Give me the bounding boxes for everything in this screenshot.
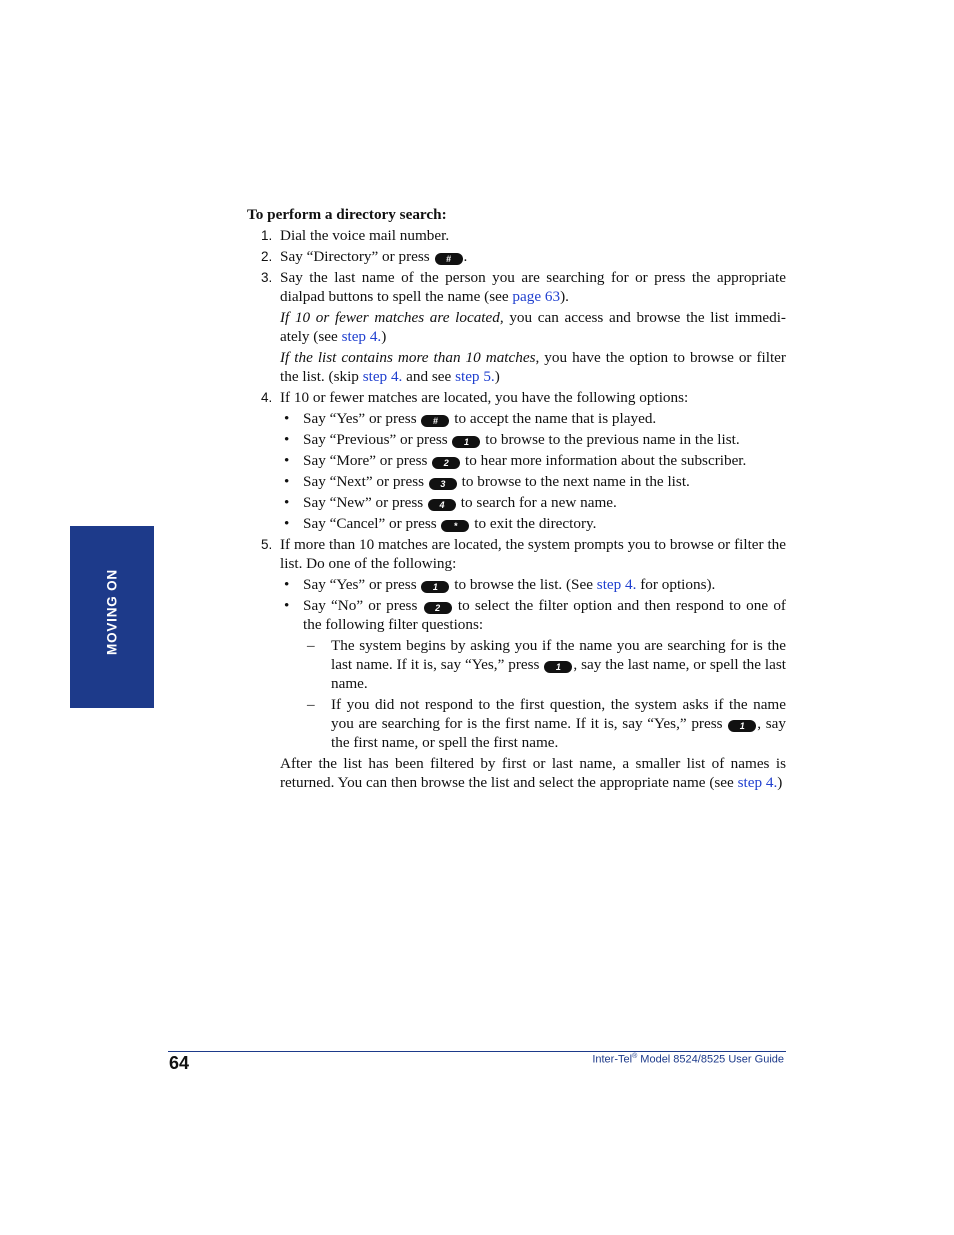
pound-key-icon: # xyxy=(421,415,449,427)
page-63-link[interactable]: page 63 xyxy=(512,288,561,305)
step-3 xyxy=(247,268,786,386)
emphasis-text: If the list contains more than 10 matches xyxy=(280,349,536,366)
list-item xyxy=(280,430,786,449)
text-run: to browse to the previous name in the list. xyxy=(485,431,740,448)
list-item xyxy=(280,596,786,752)
step-text: If 10 or fewer matches are located, you have the following options: xyxy=(280,389,689,406)
text-run: ) xyxy=(494,368,500,385)
text-run: Say the last name of the person you are searching for or press the appropriate dialpad buttons to spell the name (see xyxy=(280,269,786,305)
step-2 xyxy=(247,247,786,266)
step-text: If more than 10 matches are located, the system prompts you to browse or filter the list. Do one of the following: xyxy=(280,536,786,572)
step-5 xyxy=(247,535,786,792)
step-3-paragraph-3 xyxy=(280,348,786,386)
text-run: Say “More” or press xyxy=(303,452,428,469)
step-text: Dial the voice mail number. xyxy=(280,227,450,244)
section-side-tab-label: MOVING ON xyxy=(104,569,120,655)
pound-key-icon: # xyxy=(435,253,463,265)
step-number: 1. xyxy=(261,228,273,243)
step-4-link[interactable]: step 4. xyxy=(362,368,403,385)
text-run: and see xyxy=(402,368,456,385)
step-1 xyxy=(247,226,786,245)
registered-mark: ® xyxy=(632,1053,638,1060)
step-number: 4. xyxy=(261,390,273,405)
bullet-icon: • xyxy=(284,597,290,614)
guide-name: Model 8524/8525 User Guide xyxy=(637,1053,784,1066)
text-run: , you have the option to browse or filter the list. (skip xyxy=(280,349,786,385)
key-4-icon: 4 xyxy=(428,499,456,511)
sub-list-item xyxy=(303,636,786,693)
step-5-link[interactable]: step 5. xyxy=(455,368,495,385)
text-run: to search for a new name. xyxy=(460,494,617,511)
step-3-paragraph-2 xyxy=(280,308,786,346)
step-4-link[interactable]: step 4. xyxy=(341,328,382,345)
text-run: to exit the directory. xyxy=(474,515,597,532)
step-number: 5. xyxy=(261,537,273,552)
text-run: , you can access and browse the list immedi-ately (see xyxy=(280,309,786,345)
list-item xyxy=(280,514,786,533)
text-run: , say the last name, or spell the last name. xyxy=(331,656,787,692)
step-text: Say “Directory” or press xyxy=(280,248,430,265)
key-2-icon: 2 xyxy=(424,602,452,614)
list-item xyxy=(280,409,786,428)
guide-title xyxy=(592,1053,784,1066)
step-4 xyxy=(247,388,786,533)
key-1-icon: 1 xyxy=(421,581,449,593)
text-run: ) xyxy=(381,328,387,345)
bullet-icon: • xyxy=(284,410,290,427)
footer-rule xyxy=(168,1051,786,1052)
procedure-heading: To perform a directory search: xyxy=(247,206,447,223)
text-run: ) xyxy=(777,774,783,791)
dash-icon: – xyxy=(307,696,315,713)
text-run: , say the first name, or spell the first name. xyxy=(331,715,787,751)
bullet-icon: • xyxy=(284,494,290,511)
text-run: Say “Yes” or press xyxy=(303,576,417,593)
key-1-icon: 1 xyxy=(544,661,572,673)
star-key-icon: * xyxy=(441,520,469,532)
text-run: to browse to the next name in the list. xyxy=(461,473,690,490)
text-run: Say “Previous” or press xyxy=(303,431,448,448)
text-run: to accept the name that is played. xyxy=(454,410,657,427)
bullet-icon: • xyxy=(284,473,290,490)
bullet-icon: • xyxy=(284,576,290,593)
bullet-icon: • xyxy=(284,515,290,532)
text-run: After the list has been filtered by first or last name, a smaller list of names is returned. You can then browse the list and select the appropriate name (see xyxy=(280,755,786,791)
text-run: The system begins by asking you if the name you are searching for is the last name. If it is, say “Yes,” press xyxy=(331,637,786,673)
option-list xyxy=(280,409,786,533)
text-run: Say “No” or press xyxy=(303,597,418,614)
list-item xyxy=(280,451,786,470)
key-1-icon: 1 xyxy=(452,436,480,448)
dash-icon: – xyxy=(307,637,315,654)
text-run: to hear more information about the subscriber. xyxy=(465,452,747,469)
text-run: to select the filter option and then respond to one of the following filter questions: xyxy=(303,597,786,633)
list-item xyxy=(280,493,786,512)
list-item xyxy=(280,472,786,491)
step-4-link[interactable]: step 4. xyxy=(596,576,637,593)
text-run: Say “Next” or press xyxy=(303,473,425,490)
key-1-icon: 1 xyxy=(728,720,756,732)
text-run: Say “Cancel” or press xyxy=(303,515,437,532)
text-run: Say “New” or press xyxy=(303,494,424,511)
text-run: for options). xyxy=(636,576,716,593)
key-2-icon: 2 xyxy=(432,457,460,469)
step-number: 3. xyxy=(261,270,273,285)
list-item xyxy=(280,575,786,594)
option-list xyxy=(280,575,786,752)
page-content xyxy=(247,205,786,792)
bullet-icon: • xyxy=(284,452,290,469)
text-run: Say “Yes” or press xyxy=(303,410,417,427)
bullet-icon: • xyxy=(284,431,290,448)
step-3-paragraph-1 xyxy=(280,268,786,306)
sub-list-item xyxy=(303,695,786,752)
text-run: to browse the list. (See xyxy=(454,576,597,593)
text-run: ). xyxy=(560,288,569,305)
step-5-after-paragraph xyxy=(280,754,786,792)
brand-name: Inter-Tel xyxy=(592,1053,633,1066)
step-text-end: . xyxy=(463,248,468,265)
text-run: If you did not respond to the first question, the system asks if the name you are searching for is the first name. If it is, say “Yes,” press xyxy=(331,696,786,732)
step-4-link[interactable]: step 4. xyxy=(737,774,778,791)
step-number: 2. xyxy=(261,249,273,264)
key-3-icon: 3 xyxy=(429,478,457,490)
page-number: 64 xyxy=(169,1053,190,1073)
emphasis-text: If 10 or fewer matches are located xyxy=(280,309,500,326)
